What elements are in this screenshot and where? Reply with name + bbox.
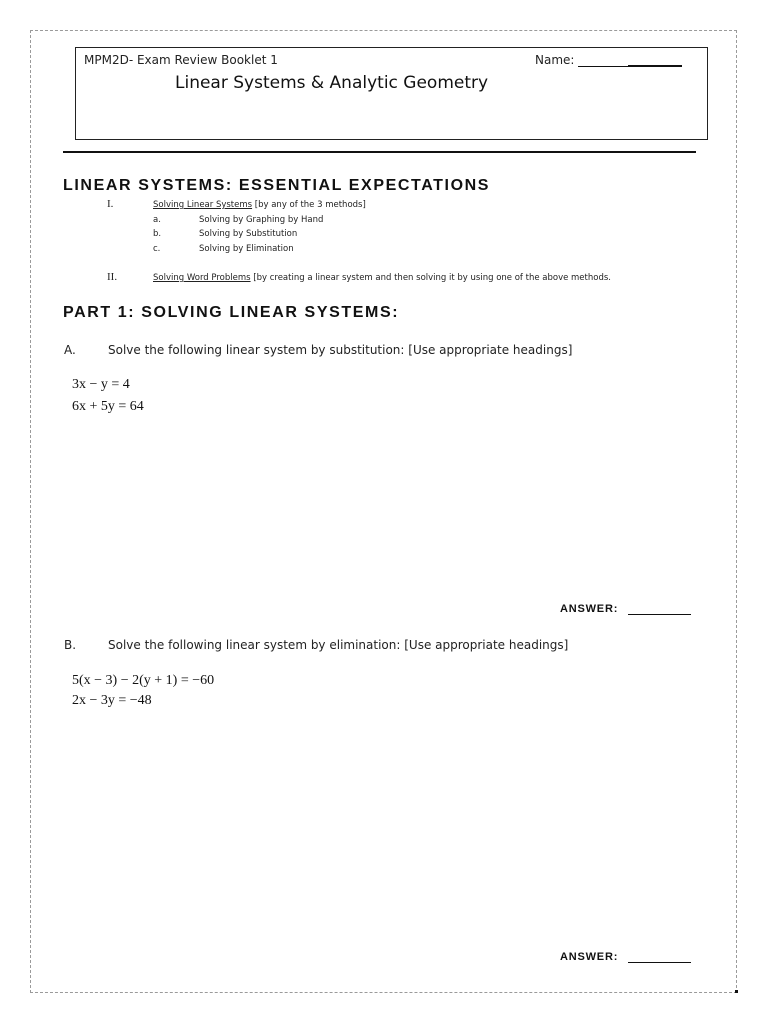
header-divider [63,151,696,153]
subitem-text-c: Solving by Elimination [199,244,294,254]
page-border [30,30,737,993]
expectation-note-2: [by creating a linear system and then solving it by using one of the above methods. [250,273,611,283]
question-b-answer-label: ANSWER: [560,951,619,963]
question-a-letter: A. [64,343,76,357]
expectation-numeral-2: II. [107,271,118,283]
expectation-item-2 [153,273,611,283]
question-b-equation-1: 5(x − 3) − 2(y + 1) = −60 [72,673,215,688]
part1-heading: PART 1: SOLVING LINEAR SYSTEMS: [63,304,400,321]
question-a-prompt: Solve the following linear system by substitution: [Use appropriate headings] [108,343,573,357]
name-field-line-bold [628,65,682,67]
corner-mark [735,990,738,993]
course-label: MPM2D- Exam Review Booklet 1 [84,53,278,67]
question-a-equation-1: 3x − y = 4 [72,377,130,392]
expectation-numeral-1: I. [107,198,114,210]
question-b-answer-line [628,962,691,963]
subitem-text-b: Solving by Substitution [199,229,298,239]
expectation-title-2: Solving Word Problems [153,273,251,283]
expectation-note-1: [by any of the 3 methods] [252,200,366,210]
question-b-letter: B. [64,638,77,652]
subitem-letter-b: b. [153,229,162,239]
name-label: Name: [535,53,575,67]
document-title: Linear Systems & Analytic Geometry [175,73,489,93]
expectations-heading: LINEAR SYSTEMS: ESSENTIAL EXPECTATIONS [63,177,491,194]
subitem-text-a: Solving by Graphing by Hand [199,215,324,225]
question-b-prompt: Solve the following linear system by elimination: [Use appropriate headings] [108,638,569,652]
question-b-equation-2: 2x − 3y = −48 [72,693,152,708]
expectation-title-1: Solving Linear Systems [153,200,253,210]
question-a-equation-2: 6x + 5y = 64 [72,399,144,414]
question-a-answer-line [628,614,691,615]
subitem-letter-c: c. [153,244,161,254]
question-a-answer-label: ANSWER: [560,603,619,615]
expectation-item-1 [153,200,366,210]
subitem-letter-a: a. [153,215,161,225]
